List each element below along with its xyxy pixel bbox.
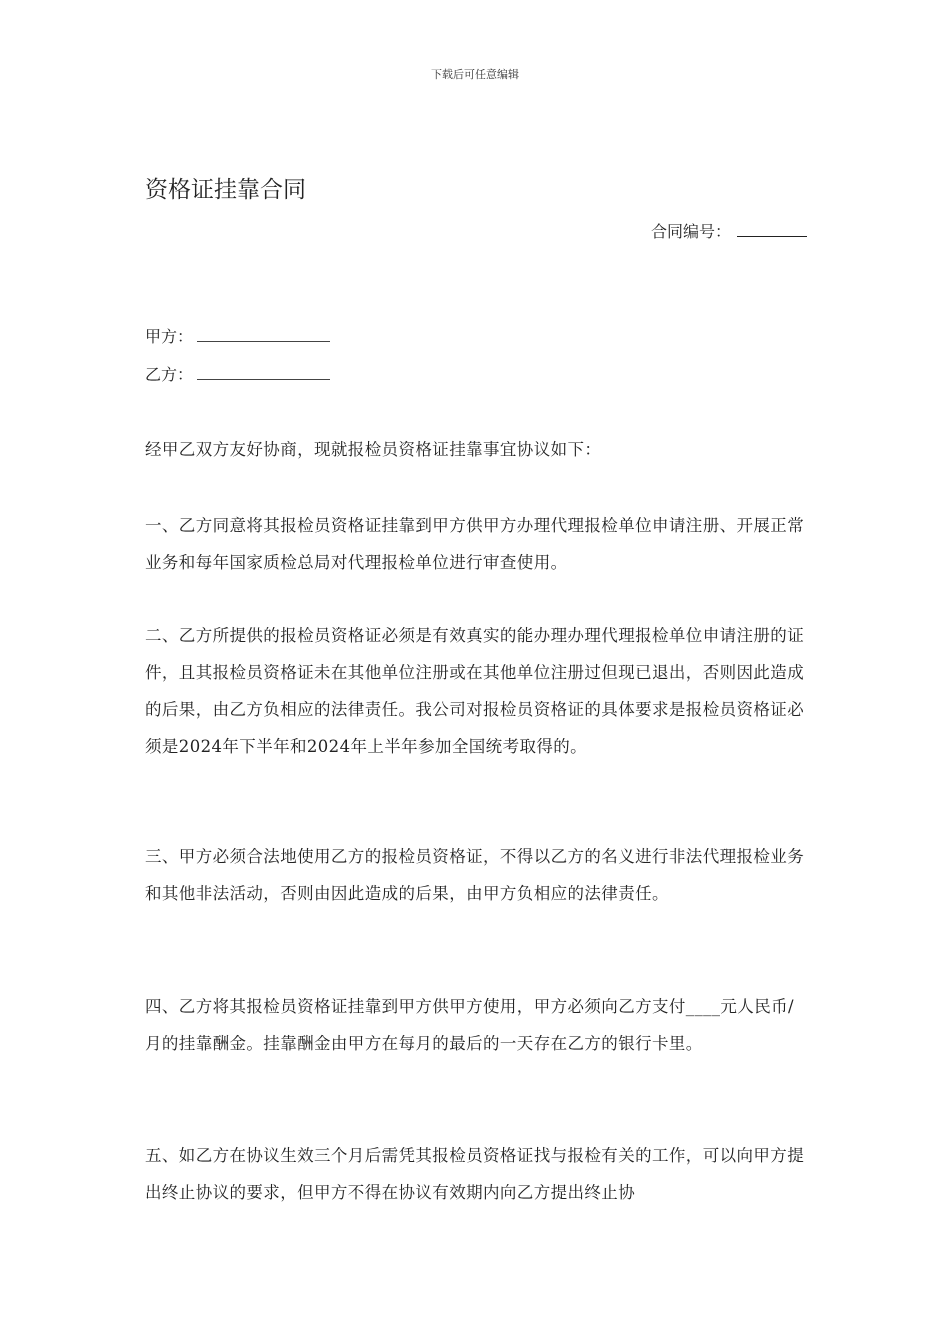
clause-4: 四、乙方将其报检员资格证挂靠到甲方供甲方使用，甲方必须向乙方支付____元人民币/月的挂靠酬金。挂靠酬金由甲方在每月的最后的一天存在乙方的银行卡里。 bbox=[145, 997, 794, 1053]
party-b-blank bbox=[197, 378, 330, 380]
clause-2: 二、乙方所提供的报检员资格证必须是有效真实的能办理办理代理报检单位申请注册的证件，且其报检员资格证未在其他单位注册或在其他单位注册过但现已退出，否则因此造成的后果，由乙方负相应的法律责任。我公司对报检员资格证的具体要求是报检员资格证必须是2024年下半年和2024年上半年参加全国统考取得的。 bbox=[145, 626, 805, 756]
contract-number bbox=[651, 219, 807, 242]
clause-3: 三、甲方必须合法地使用乙方的报检员资格证，不得以乙方的名义进行非法代理报检业务和其他非法活动，否则由因此造成的后果，由甲方负相应的法律责任。 bbox=[145, 847, 805, 903]
contract-number-blank bbox=[737, 235, 807, 237]
party-a-label: 甲方： bbox=[145, 327, 194, 346]
party-a-blank bbox=[197, 340, 330, 342]
clause-1: 一、乙方同意将其报检员资格证挂靠到甲方供甲方办理代理报检单位申请注册、开展正常业务和每年国家质检总局对代理报检单位进行审查使用。 bbox=[145, 516, 805, 572]
contract-number-label: 合同编号： bbox=[650, 222, 731, 241]
clause-5: 五、如乙方在协议生效三个月后需凭其报检员资格证找与报检有关的工作，可以向甲方提出终止协议的要求，但甲方不得在协议有效期内向乙方提出终止协 bbox=[145, 1146, 805, 1202]
document-title: 资格证挂靠合同 bbox=[145, 177, 306, 203]
intro-paragraph: 经甲乙双方友好协商，现就报检员资格证挂靠事宜协议如下： bbox=[145, 440, 602, 459]
header-note: 下载后可任意编辑 bbox=[431, 68, 519, 81]
party-b-label: 乙方： bbox=[145, 365, 194, 384]
party-a-line bbox=[145, 324, 330, 347]
party-b-line bbox=[145, 362, 330, 385]
